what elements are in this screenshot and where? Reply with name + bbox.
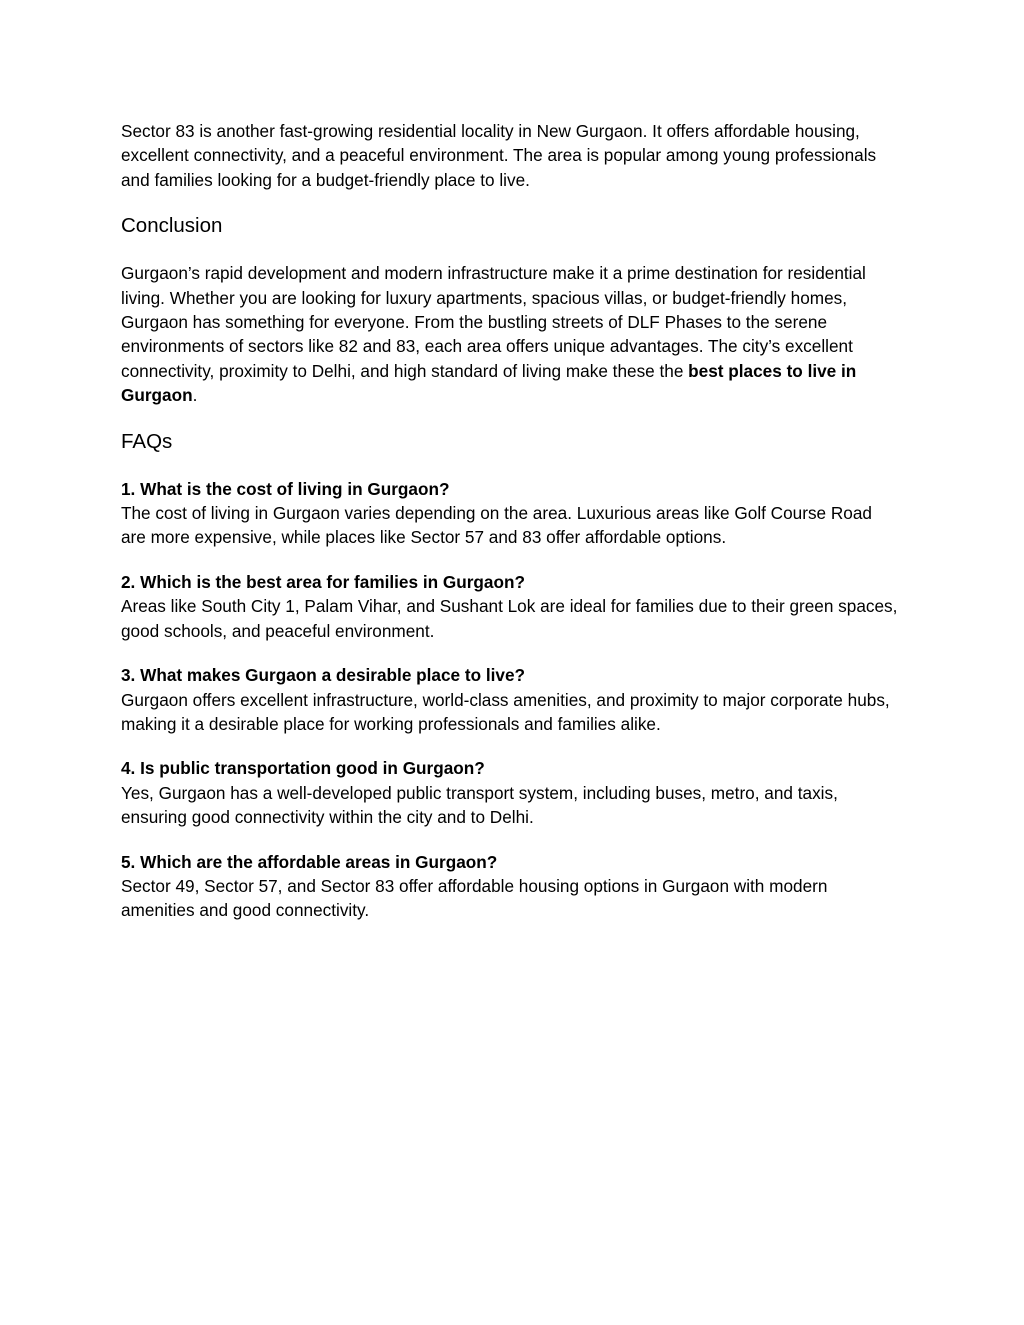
document-page [121, 119, 901, 943]
faq-item [121, 850, 901, 923]
faq-answer: The cost of living in Gurgaon varies depending on the area. Luxurious areas like Golf Course Road are more expensive, while places like Sector 57 and 83 offer affordable options. [121, 503, 872, 548]
conclusion-text-end: . [192, 385, 198, 406]
conclusion-text: Gurgaon’s rapid development and modern infrastructure make it a prime destination for residential living. Whether you are looking for luxury apartments, spacious villas, or budget-friendly homes, Gurgaon has something for everyone. From the bustling streets of DLF Phases to the serene environments of sectors like 82 and 83, each area offers unique advantages. The city’s excellent connectivity, proximity to Delhi, and high standard of living make these the [121, 263, 866, 381]
faq-question: 1. What is the cost of living in Gurgaon? [121, 478, 450, 499]
faq-item [121, 756, 901, 829]
faq-question: 2. Which is the best area for families in Gurgaon? [121, 571, 525, 592]
faqs-heading: FAQs [121, 429, 173, 453]
faq-answer: Yes, Gurgaon has a well-developed public transport system, including buses, metro, and taxis, ensuring good connectivity within the city and to Delhi. [121, 782, 838, 828]
faq-item [121, 663, 901, 736]
faq-answer: Areas like South City 1, Palam Vihar, and Sushant Lok are ideal for families due to their green spaces, good schools, and peaceful environment. [121, 596, 898, 641]
faq-question: 4. Is public transportation good in Gurgaon? [121, 758, 485, 779]
faq-item [121, 570, 901, 643]
faq-answer: Sector 49, Sector 57, and Sector 83 offer affordable housing options in Gurgaon with modern amenities and good connectivity. [121, 875, 828, 921]
faq-question: 5. Which are the affordable areas in Gurgaon? [121, 851, 498, 872]
faq-item [121, 477, 901, 550]
faq-answer: Gurgaon offers excellent infrastructure, world-class amenities, and proximity to major corporate hubs, making it a desirable place for working professionals and families alike. [121, 689, 890, 734]
intro-paragraph: Sector 83 is another fast-growing residential locality in New Gurgaon. It offers affordable housing, excellent connectivity, and a peaceful environment. The area is popular among young professionals and families looking for a budget-friendly place to live. [121, 121, 877, 190]
conclusion-bold-phrase: best places to live in Gurgaon [121, 360, 857, 406]
conclusion-heading: Conclusion [121, 214, 223, 238]
faq-question: 3. What makes Gurgaon a desirable place to live? [121, 665, 526, 686]
conclusion-paragraph [121, 261, 901, 407]
